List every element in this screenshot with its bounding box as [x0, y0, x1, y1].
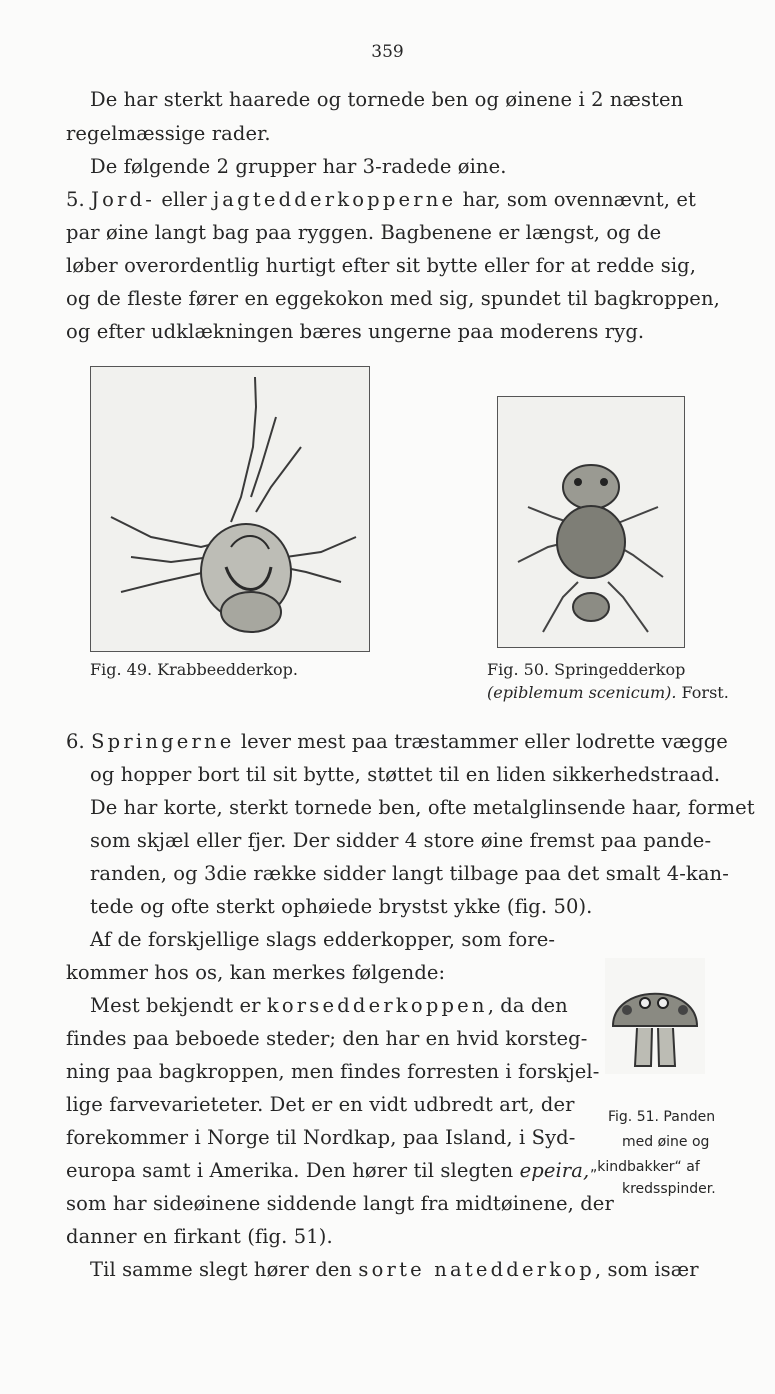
text-fragment: Mest bekjendt er [90, 994, 267, 1017]
text-line: lige farvevarieteter. Det er en vidt udbredt art, der [66, 1093, 575, 1116]
text-fragment: eller [155, 188, 214, 211]
spaced-term: korsedderkoppen [266, 994, 488, 1017]
item-number: 6. [66, 730, 85, 753]
text-fragment: Til samme slegt hører den [90, 1258, 359, 1281]
text-line: De har sterkt haarede og tornede ben og øinene i 2 næsten [90, 88, 684, 111]
text-line: som skjæl eller fjer. Der sidder 4 store øine fremst paa pande- [90, 829, 712, 852]
item-number: 5. [66, 188, 85, 211]
text-line: og hopper bort til sit bytte, støttet til en liden sikkerhedstraad. [90, 763, 721, 786]
text-line: forekommer i Norge til Nordkap, paa Island, i Syd- [66, 1126, 576, 1149]
text-line: Af de forskjellige slags edderkopper, som fore- [90, 928, 556, 951]
text-line: løber overordentlig hurtigt efter sit bytte eller for at redde sig, [66, 254, 697, 277]
text-line: tede og ofte sterkt ophøiede brystst ykke (fig. 50). [90, 895, 593, 918]
spaced-term: Jord- [91, 188, 156, 211]
text-line: findes paa beboede steder; den har en hvid korsteg- [66, 1027, 588, 1050]
page-number: 359 [371, 42, 404, 62]
figure-caption: „kindbakker“ af [590, 1159, 700, 1175]
crab-spider-figure [90, 366, 370, 652]
text-fragment: lever mest paa træstammer eller lodrette vægge [234, 730, 728, 753]
text-line: som har sideøinene siddende langt fra midtøinene, der [66, 1192, 614, 1215]
figure-caption: med øine og [622, 1134, 710, 1150]
text-fragment: , da den [487, 994, 568, 1017]
figure-caption: kredsspinder. [622, 1181, 716, 1197]
figure-caption: Fig. 49. Krabbeedderkop. [90, 660, 298, 679]
text-line [66, 188, 696, 211]
jumping-spider-illustration [498, 397, 684, 647]
text-fragment: , som især [594, 1258, 699, 1281]
text-line: par øine langt bag paa ryggen. Bagbenene er længst, og de [66, 221, 662, 244]
spaced-term: sorte natedderkop [358, 1258, 595, 1281]
spaced-term: jagtedderkopperne [213, 188, 457, 211]
spider-head-illustration [605, 958, 705, 1074]
figure-caption: Fig. 50. Springedderkop [487, 660, 686, 679]
text-line: regelmæssige rader. [66, 122, 271, 145]
text-line [90, 1258, 699, 1281]
text-line: ning paa bagkroppen, men findes forresten i forskjel- [66, 1060, 600, 1083]
genus-name: epeira, [519, 1159, 590, 1182]
jumping-spider-figure [497, 396, 685, 648]
crab-spider-illustration [91, 367, 369, 651]
text-line: og de fleste fører en eggekokon med sig, spundet til bagkroppen, [66, 287, 720, 310]
text-line: danner en firkant (fig. 51). [66, 1225, 333, 1248]
spaced-term: Springerne [91, 730, 235, 753]
text-line [90, 994, 568, 1017]
author-abbrev: Forst. [676, 683, 729, 702]
text-line [66, 1159, 589, 1182]
text-fragment: europa samt i Amerika. Den hører til slegten [66, 1159, 520, 1182]
text-line: kommer hos os, kan merkes følgende: [66, 961, 446, 984]
text-line: De har korte, sterkt tornede ben, ofte metalglinsende haar, formet [90, 796, 755, 819]
text-line: og efter udklækningen bæres ungerne paa moderens ryg. [66, 320, 645, 343]
text-fragment: har, som ovennævnt, et [456, 188, 696, 211]
text-line [66, 730, 728, 753]
spider-head-figure [605, 958, 705, 1074]
text-line: De følgende 2 grupper har 3-radede øine. [90, 155, 507, 178]
figure-caption [487, 683, 729, 702]
latin-name: (epiblemum scenicum). [487, 683, 677, 702]
text-line: randen, og 3die række sidder langt tilbage paa det smalt 4-kan- [90, 862, 729, 885]
figure-caption: Fig. 51. Panden [608, 1109, 716, 1125]
